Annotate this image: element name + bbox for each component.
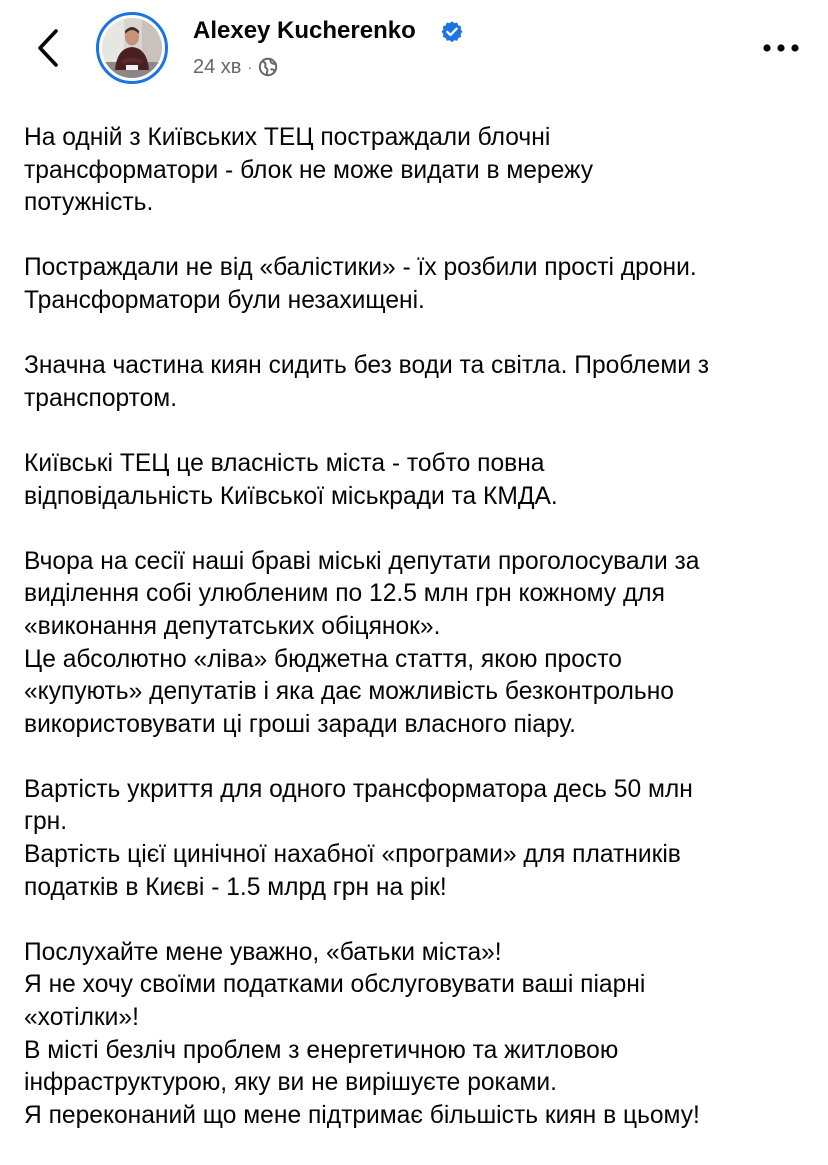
post-text-line: В місті безліч проблем з енергетичною та житловою [24,1036,619,1064]
post-text-line: Послухайте мене уважно, «батьки міста»! [24,938,502,966]
post-text-line: Вчора на сесії наші браві міські депутати проголосували за [24,547,700,575]
post-text-line: Постраждали не від «балістики» - їх розбили прості дрони. [24,254,697,282]
post-text [24,122,814,1165]
verified-badge-icon [440,20,464,44]
post-text-line: трансформатори - блок не може видати в мережу [24,156,594,184]
back-button[interactable] [28,26,68,70]
author-name[interactable]: Alexey Kucherenko [193,17,416,44]
post-text-line: Київські ТЕЦ це власність міста - тобто повна [24,449,545,477]
chevron-left-icon [36,28,60,68]
post-text-line: Я переконаний що мене підтримає більшість киян в цьому! [24,1101,700,1129]
avatar[interactable] [96,12,168,84]
post-paragraph [24,448,814,513]
avatar-photo [102,18,162,78]
post-text-line: Значна частина киян сидить без води та світла. Проблеми з [24,352,710,380]
post-text-line: відповідальність Київської міськради та КМДА. [24,482,558,510]
meta-separator: · [247,59,253,75]
post-text-line: Вартість укриття для одного трансформатора десь 50 млн [24,775,693,803]
post-text-line: «виконання депутатських обіцянок». [24,612,441,640]
post-paragraph [24,937,814,1133]
post-header [0,0,828,100]
post-text-line: грн. [24,808,68,836]
more-horizontal-icon [761,43,801,53]
post-paragraph [24,252,814,317]
post-text-line: виділення собі улюбленим по 12.5 млн грн кожному для [24,580,665,608]
post-text-line: інфраструктурою, яку ви не вирішуєте роками. [24,1069,558,1097]
post-text-line: «купують» депутатів і яка дає можливість безконтрольно [24,678,674,706]
more-options-button[interactable] [756,28,806,68]
post-paragraph [24,122,814,220]
post-paragraph [24,774,814,904]
post-text-line: Це абсолютно «ліва» бюджетна стаття, якою просто [24,645,622,673]
post-text-line: Вартість цієї цинічної нахабної «програми» для платників [24,841,681,869]
globe-icon [258,57,278,77]
post-timestamp[interactable]: 24 хв [193,55,242,78]
post-text-line: Я не хочу своїми податками обслуговувати ваші піарні [24,971,646,999]
post-text-line: Трансформатори були незахищені. [24,286,425,314]
post-text-line: На одній з Київських ТЕЦ постраждали блочні [24,124,551,151]
post-text-line: транспортом. [24,384,178,412]
post-text-line: потужність. [24,189,154,217]
post-text-line: «хотілки»! [24,1004,139,1032]
post-paragraph [24,350,814,415]
post-meta [193,53,278,81]
post-paragraph [24,546,814,742]
post-text-line: використовувати ці гроші заради власного піару. [24,710,577,738]
post-text-line: податків в Києві - 1.5 млрд грн на рік! [24,873,447,901]
